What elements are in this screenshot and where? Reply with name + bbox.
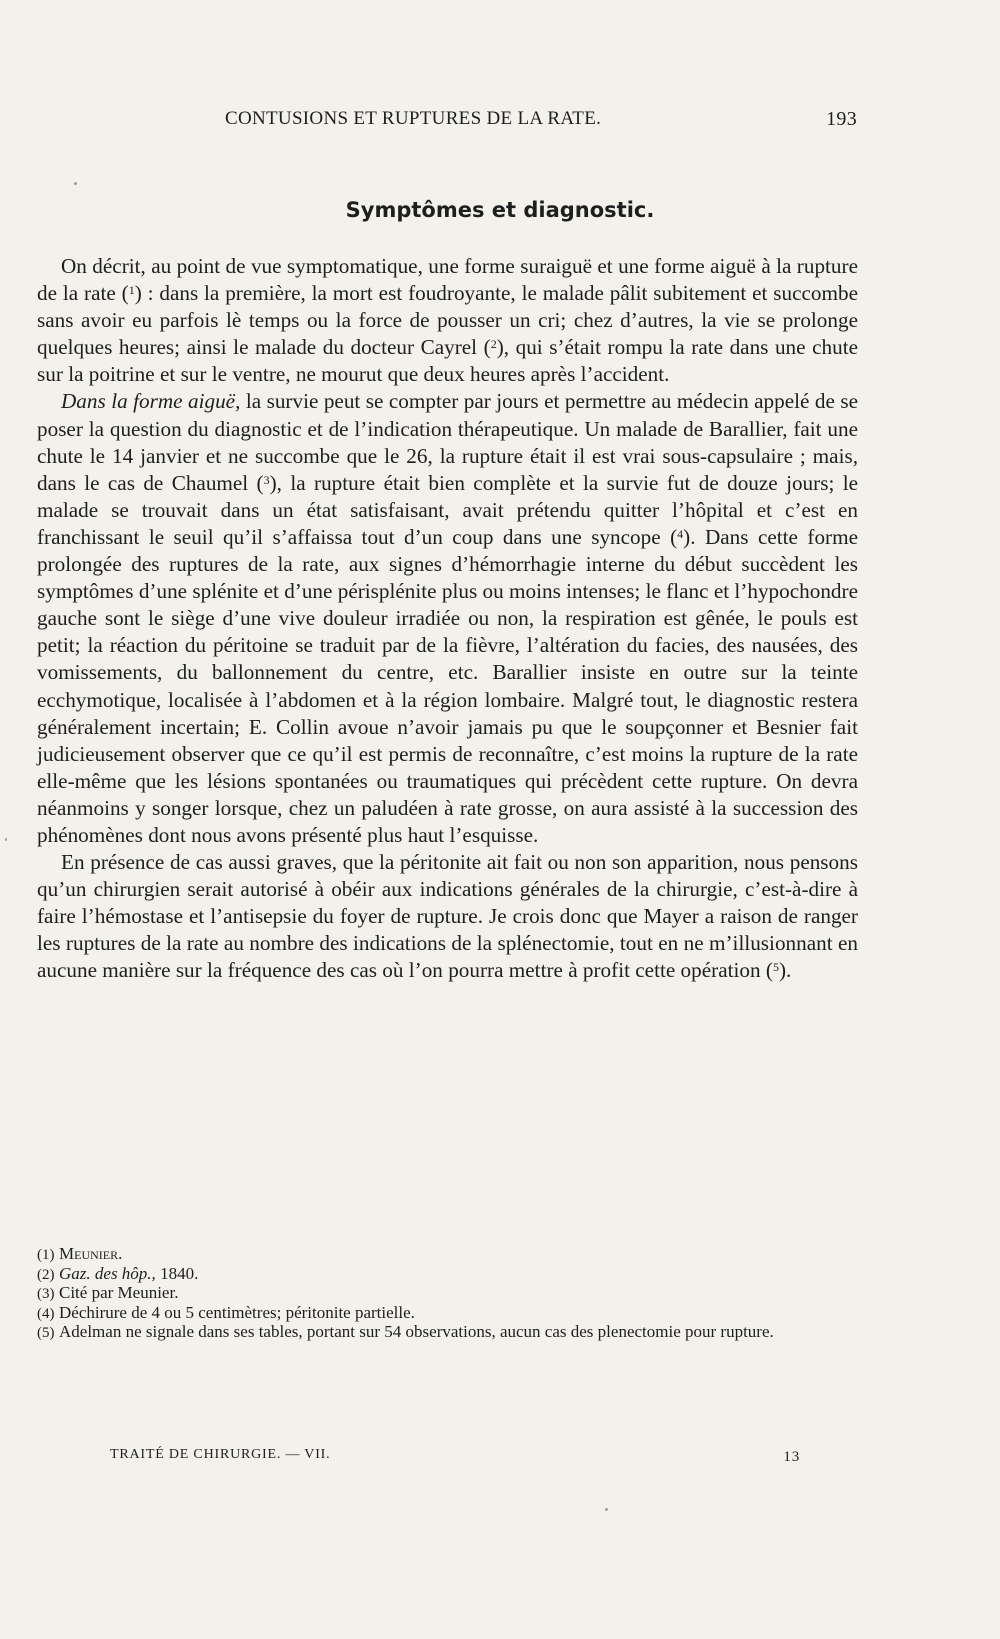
section-title: Symptômes et diagnostic.: [345, 198, 655, 222]
ink-speck: [5, 838, 7, 841]
footnote-5: (5) Adelman ne signale dans ses tables, portant sur 54 observations, aucun cas des plenectomie pour rupture.: [37, 1322, 774, 1341]
footnote-1: (1) Meunier.: [37, 1244, 123, 1263]
footnote-ref-5: 5: [772, 960, 779, 975]
footnote-ref-4: 4: [677, 526, 684, 541]
book-title-line: TRAITÉ DE CHIRURGIE. — VII.: [110, 1447, 331, 1462]
signature-mark: 13: [783, 1449, 800, 1465]
page-footer: [110, 1447, 800, 1463]
paragraph-2: Dans la forme aiguë, la survie peut se compter par jours et permettre au médecin appelé de se poser la question du diagnostic et de l’indication thérapeutique. Un malade de Barallier, fait une chute le 14 janvier et ne succombe que le 26, la rupture était il est vrai sous-capsulaire ; mais, dans le cas de Chaumel ($^3$), la rupture était bien complète et la survie fut de douze jours; le malade se trouvait dans un état satisfaisant, avait prétendu quitter l’hôpital et c’est en franchissant le seuil qu’il s’affaissa tout d’un coup dans une syncope ($^4$). Dans cette forme prolongée des ruptures de la rate, aux signes d’hémorrhagie interne du début succèdent les symptômes d’une splénite et d’une périsplénite plus ou moins intenses; le flanc et l’hypochondre gauche sont le siège d’une vive douleur irradiée ou non, la respiration est gênée, le pouls est petit; la réaction du péritoine se traduit par de la fièvre, l’altération du facies, des nausées, des vomissements, du ballonnement du centre, etc. Barallier insiste en outre sur la teinte ecchymotique, localisée à l’abdomen et à la région lombaire. Malgré tout, le diagnostic restera généralement incertain; E. Collin avoue n’avoir jamais pu que le soupçonner et Besnier fait judicieusement observer que ce qu’il est permis de reconnaître, c’est moins la rupture de la rate elle-même que les lésions spontanées ou traumatiques qui précèdent cette rupture. On devra néanmoins y songer lorsque, chez un paludéen à rate grosse, on aura assisté à la succession des phénomènes dont nous avons présenté plus haut l’esquisse.: [37, 389, 859, 847]
footnote-3: (3) Cité par Meunier.: [37, 1283, 179, 1302]
paragraph-1: On décrit, au point de vue symptomatique, une forme suraiguë et une forme aiguë à la rupture de la rate ($^1$) : dans la première, la mort est foudroyante, le malade pâlit subitement et succombe sans avoir eu parfois lè temps ou la force de pousser un cri; chez d’autres, la vie se prolonge quelques heures; ainsi le malade du docteur Cayrel ($^2$), qui s’était rompu la rate dans une chute sur la poitrine et sur le ventre, ne mourut que deux heures après l’accident.: [37, 254, 858, 387]
footnote-2: (2) Gaz. des hôp., 1840.: [37, 1263, 199, 1283]
page-number: 193: [826, 108, 857, 130]
ink-speck: [605, 1508, 608, 1511]
footnote-ref-3: 3: [263, 472, 270, 487]
ink-speck: [74, 182, 77, 185]
italic-phrase: Dans la forme aiguë,: [61, 389, 241, 414]
body-text: [37, 253, 858, 985]
running-title: CONTUSIONS ET RUPTURES DE LA RATE.: [225, 108, 602, 129]
footnote-4: (4) Déchirure de 4 ou 5 centimètres; péritonite partielle.: [37, 1302, 415, 1322]
footnote-ref-2: 2: [490, 337, 497, 352]
footnote-ref-1: 1: [128, 283, 135, 298]
footnotes: [37, 1245, 858, 1343]
paragraph-3: En présence de cas aussi graves, que la péritonite ait fait ou non son apparition, nous pensons qu’un chirurgien serait autorisé à obéir aux indications générales de la chirurgie, c’est-à-dire à faire l’hémostase et l’antisepsie du foyer de rupture. Je crois donc que Mayer a raison de ranger les ruptures de la rate au nombre des indications de la splénectomie, tout en ne m’illusionnant en aucune manière sur la fréquence des cas où l’on pourra mettre à profit cette opération ($^5$).: [37, 850, 858, 983]
